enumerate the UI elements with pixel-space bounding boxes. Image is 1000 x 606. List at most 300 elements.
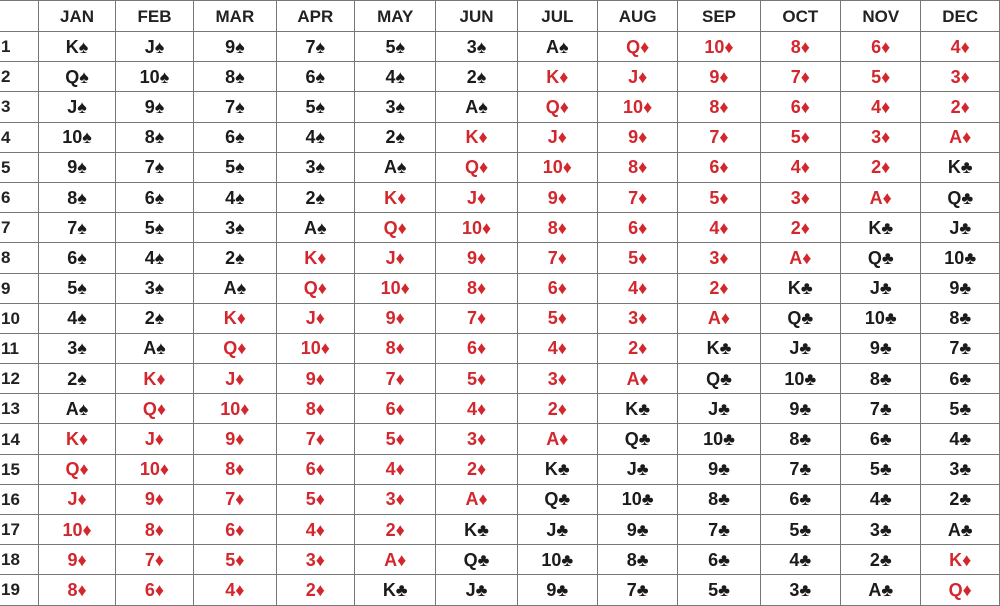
card-value: J♠ bbox=[67, 96, 87, 117]
card-value: 8♦ bbox=[385, 338, 405, 359]
card-value: 9♠ bbox=[225, 36, 245, 57]
card-value: A♦ bbox=[789, 247, 812, 268]
card-value: 6♦ bbox=[628, 217, 648, 238]
card-cell bbox=[597, 515, 677, 545]
card-cell bbox=[841, 122, 921, 152]
card-cell bbox=[39, 152, 115, 182]
card-value: Q♦ bbox=[142, 398, 167, 419]
card-cell bbox=[39, 122, 115, 152]
day-number: 16 bbox=[0, 484, 39, 514]
card-cell bbox=[436, 122, 517, 152]
card-cell bbox=[115, 333, 193, 363]
card-cell bbox=[355, 32, 436, 62]
card-cell bbox=[678, 32, 760, 62]
card-value: 4♣ bbox=[789, 549, 812, 570]
card-value: A♠ bbox=[65, 398, 89, 419]
card-value: Q♣ bbox=[787, 308, 814, 329]
card-cell bbox=[355, 62, 436, 92]
card-value: 2♦ bbox=[547, 398, 567, 419]
card-value: K♠ bbox=[65, 36, 89, 57]
card-cell bbox=[194, 484, 276, 514]
card-cell bbox=[517, 243, 597, 273]
card-value: J♦ bbox=[225, 368, 245, 389]
card-value: 4♦ bbox=[305, 519, 325, 540]
card-cell bbox=[678, 333, 760, 363]
card-cell bbox=[436, 484, 517, 514]
card-cell bbox=[194, 92, 276, 122]
card-cell bbox=[921, 152, 1000, 182]
card-value: 2♦ bbox=[950, 96, 970, 117]
card-cell bbox=[115, 454, 193, 484]
card-cell bbox=[39, 484, 115, 514]
day-row bbox=[0, 273, 1000, 303]
card-value: 9♠ bbox=[144, 96, 165, 117]
card-value: 2♠ bbox=[305, 187, 326, 208]
card-value: 6♠ bbox=[67, 247, 87, 268]
card-value: K♦ bbox=[949, 549, 972, 570]
card-value: 3♠ bbox=[144, 278, 165, 299]
card-cell bbox=[760, 152, 840, 182]
card-value: 3♦ bbox=[628, 308, 648, 329]
card-cell bbox=[436, 515, 517, 545]
card-value: 10♦ bbox=[220, 398, 250, 419]
card-value: 3♦ bbox=[547, 368, 567, 389]
card-value: J♦ bbox=[385, 247, 405, 268]
card-value: 10♦ bbox=[542, 157, 572, 178]
card-cell bbox=[517, 122, 597, 152]
card-cell bbox=[276, 575, 354, 605]
card-cell bbox=[194, 182, 276, 212]
card-cell bbox=[276, 213, 354, 243]
card-value: 7♣ bbox=[949, 338, 972, 359]
day-number: 3 bbox=[0, 92, 39, 122]
card-cell bbox=[678, 394, 760, 424]
card-cell bbox=[921, 364, 1000, 394]
card-cell bbox=[841, 424, 921, 454]
card-cell bbox=[760, 394, 840, 424]
card-value: Q♦ bbox=[626, 36, 650, 57]
card-cell bbox=[39, 364, 115, 394]
card-value: 5♠ bbox=[67, 278, 87, 299]
card-value: 10♦ bbox=[623, 96, 653, 117]
card-cell bbox=[678, 122, 760, 152]
card-value: Q♦ bbox=[65, 459, 89, 480]
card-cell bbox=[597, 243, 677, 273]
card-cell bbox=[678, 273, 760, 303]
card-value: 6♠ bbox=[305, 66, 326, 87]
card-value: 8♦ bbox=[144, 519, 165, 540]
card-value: A♦ bbox=[384, 549, 407, 570]
day-number: 7 bbox=[0, 213, 39, 243]
card-cell bbox=[194, 122, 276, 152]
corner-cell bbox=[0, 1, 39, 32]
card-cell bbox=[115, 484, 193, 514]
card-cell bbox=[517, 545, 597, 575]
card-value: 3♦ bbox=[305, 549, 325, 570]
day-row bbox=[0, 213, 1000, 243]
card-value: 5♠ bbox=[225, 157, 245, 178]
card-value: 5♣ bbox=[789, 519, 812, 540]
card-cell bbox=[597, 333, 677, 363]
card-value: 2♠ bbox=[466, 66, 487, 87]
card-value: K♦ bbox=[546, 66, 569, 87]
card-cell bbox=[678, 454, 760, 484]
card-cell bbox=[678, 92, 760, 122]
card-cell bbox=[276, 515, 354, 545]
card-value: 4♠ bbox=[385, 66, 406, 87]
card-cell bbox=[115, 575, 193, 605]
card-cell bbox=[115, 273, 193, 303]
card-value: 2♣ bbox=[949, 489, 972, 510]
card-cell bbox=[39, 333, 115, 363]
card-cell bbox=[276, 545, 354, 575]
card-value: 5♣ bbox=[949, 398, 972, 419]
card-value: 5♣ bbox=[869, 459, 892, 480]
card-cell bbox=[39, 243, 115, 273]
card-value: J♦ bbox=[144, 429, 165, 450]
card-value: 9♦ bbox=[709, 66, 729, 87]
card-cell bbox=[597, 424, 677, 454]
card-cell bbox=[436, 575, 517, 605]
card-cell bbox=[39, 424, 115, 454]
card-cell bbox=[276, 243, 354, 273]
card-cell bbox=[517, 152, 597, 182]
month-header: JUL bbox=[517, 1, 597, 32]
card-value: K♣ bbox=[947, 157, 973, 178]
card-value: 5♣ bbox=[708, 579, 730, 600]
card-value: Q♦ bbox=[948, 579, 972, 600]
card-value: 8♦ bbox=[709, 96, 729, 117]
card-cell bbox=[841, 545, 921, 575]
card-cell bbox=[841, 575, 921, 605]
card-cell bbox=[597, 92, 677, 122]
card-value: 6♦ bbox=[305, 459, 325, 480]
card-cell bbox=[194, 575, 276, 605]
card-value: K♣ bbox=[544, 459, 570, 480]
card-value: 6♦ bbox=[790, 96, 810, 117]
card-cell bbox=[194, 545, 276, 575]
card-cell bbox=[436, 545, 517, 575]
card-cell bbox=[194, 364, 276, 394]
card-value: 4♠ bbox=[305, 127, 326, 148]
card-value: 10♦ bbox=[300, 338, 330, 359]
card-cell bbox=[517, 92, 597, 122]
card-value: 4♣ bbox=[869, 489, 892, 510]
card-value: 9♦ bbox=[385, 308, 405, 329]
card-cell bbox=[841, 213, 921, 243]
card-cell bbox=[355, 484, 436, 514]
card-cell bbox=[355, 424, 436, 454]
card-value: 8♦ bbox=[466, 278, 487, 299]
card-cell bbox=[678, 243, 760, 273]
day-number: 13 bbox=[0, 394, 39, 424]
day-row bbox=[0, 454, 1000, 484]
card-value: 3♦ bbox=[790, 187, 810, 208]
day-number: 6 bbox=[0, 182, 39, 212]
card-cell bbox=[760, 62, 840, 92]
card-value: 5♠ bbox=[305, 96, 326, 117]
card-value: 4♦ bbox=[466, 398, 487, 419]
day-row bbox=[0, 182, 1000, 212]
card-value: 2♦ bbox=[871, 157, 891, 178]
card-value: 9♣ bbox=[626, 519, 649, 540]
card-cell bbox=[760, 364, 840, 394]
card-value: 4♦ bbox=[790, 157, 810, 178]
card-cell bbox=[436, 424, 517, 454]
card-value: 4♦ bbox=[709, 217, 729, 238]
card-value: 9♦ bbox=[144, 489, 165, 510]
card-value: 5♦ bbox=[305, 489, 325, 510]
card-value: 9♣ bbox=[546, 579, 569, 600]
card-cell bbox=[678, 515, 760, 545]
day-row bbox=[0, 394, 1000, 424]
card-value: 2♦ bbox=[466, 459, 487, 480]
card-value: 2♠ bbox=[225, 247, 245, 268]
card-value: 3♠ bbox=[385, 96, 406, 117]
card-value: 7♣ bbox=[708, 519, 730, 540]
card-cell bbox=[921, 575, 1000, 605]
card-cell bbox=[597, 32, 677, 62]
card-value: A♦ bbox=[465, 489, 488, 510]
card-cell bbox=[355, 575, 436, 605]
card-cell bbox=[597, 152, 677, 182]
card-value: 9♦ bbox=[547, 187, 567, 208]
card-value: 4♠ bbox=[225, 187, 245, 208]
card-value: 5♦ bbox=[709, 187, 729, 208]
card-value: Q♦ bbox=[545, 96, 569, 117]
card-cell bbox=[115, 424, 193, 454]
month-header: NOV bbox=[841, 1, 921, 32]
card-cell bbox=[760, 243, 840, 273]
card-value: A♦ bbox=[949, 127, 972, 148]
day-number: 2 bbox=[0, 62, 39, 92]
card-value: 10♦ bbox=[704, 36, 734, 57]
card-value: 4♣ bbox=[949, 429, 972, 450]
card-value: K♣ bbox=[382, 579, 408, 600]
card-cell bbox=[921, 454, 1000, 484]
card-value: J♣ bbox=[869, 278, 892, 299]
card-value: 8♣ bbox=[789, 429, 812, 450]
card-value: 7♠ bbox=[225, 96, 245, 117]
card-value: 3♠ bbox=[466, 36, 487, 57]
card-cell bbox=[436, 454, 517, 484]
card-cell bbox=[760, 333, 840, 363]
card-value: 6♣ bbox=[869, 429, 892, 450]
card-cell bbox=[276, 364, 354, 394]
card-value: 3♠ bbox=[305, 157, 326, 178]
card-value: 8♦ bbox=[628, 157, 648, 178]
card-value: 9♦ bbox=[67, 549, 87, 570]
month-header-row bbox=[0, 1, 1000, 32]
card-value: J♣ bbox=[789, 338, 812, 359]
day-number: 11 bbox=[0, 333, 39, 363]
card-cell bbox=[597, 394, 677, 424]
card-value: J♦ bbox=[547, 127, 567, 148]
card-cell bbox=[921, 515, 1000, 545]
card-cell bbox=[921, 62, 1000, 92]
card-cell bbox=[436, 32, 517, 62]
card-cell bbox=[436, 364, 517, 394]
card-value: 6♦ bbox=[144, 579, 165, 600]
card-value: K♦ bbox=[465, 127, 488, 148]
card-value: 9♣ bbox=[789, 398, 812, 419]
card-value: 7♦ bbox=[385, 368, 405, 389]
card-cell bbox=[841, 333, 921, 363]
card-value: 4♦ bbox=[628, 278, 648, 299]
card-value: A♠ bbox=[223, 278, 247, 299]
card-value: 4♦ bbox=[950, 36, 970, 57]
card-cell bbox=[517, 394, 597, 424]
card-cell bbox=[355, 545, 436, 575]
calendar-body bbox=[0, 32, 1000, 606]
day-row bbox=[0, 243, 1000, 273]
card-cell bbox=[597, 273, 677, 303]
card-cell bbox=[39, 213, 115, 243]
card-cell bbox=[517, 575, 597, 605]
card-value: 10♦ bbox=[62, 519, 92, 540]
card-cell bbox=[921, 333, 1000, 363]
card-value: 6♠ bbox=[144, 187, 165, 208]
card-value: 2♦ bbox=[385, 519, 405, 540]
card-cell bbox=[355, 364, 436, 394]
month-header: JUN bbox=[436, 1, 517, 32]
card-cell bbox=[194, 333, 276, 363]
card-cell bbox=[115, 152, 193, 182]
card-cell bbox=[436, 394, 517, 424]
card-cell bbox=[597, 303, 677, 333]
card-cell bbox=[678, 62, 760, 92]
card-value: K♦ bbox=[65, 429, 89, 450]
card-cell bbox=[276, 92, 354, 122]
day-number: 5 bbox=[0, 152, 39, 182]
card-cell bbox=[115, 515, 193, 545]
card-cell bbox=[355, 515, 436, 545]
card-cell bbox=[678, 424, 760, 454]
card-cell bbox=[841, 515, 921, 545]
day-row bbox=[0, 62, 1000, 92]
day-row bbox=[0, 152, 1000, 182]
card-value: 10♣ bbox=[944, 247, 977, 268]
card-cell bbox=[760, 213, 840, 243]
card-value: 8♠ bbox=[225, 66, 245, 87]
card-value: 8♦ bbox=[225, 459, 245, 480]
card-cell bbox=[194, 394, 276, 424]
month-header: SEP bbox=[678, 1, 760, 32]
card-value: A♣ bbox=[868, 579, 894, 600]
card-cell bbox=[517, 424, 597, 454]
card-cell bbox=[115, 92, 193, 122]
card-cell bbox=[760, 575, 840, 605]
card-cell bbox=[760, 424, 840, 454]
card-value: 7♣ bbox=[789, 459, 812, 480]
card-cell bbox=[355, 92, 436, 122]
card-cell bbox=[841, 182, 921, 212]
card-cell bbox=[678, 575, 760, 605]
day-number: 9 bbox=[0, 273, 39, 303]
card-value: 6♣ bbox=[789, 489, 812, 510]
card-value: K♣ bbox=[625, 398, 651, 419]
card-cell bbox=[436, 303, 517, 333]
card-cell bbox=[276, 32, 354, 62]
day-number: 18 bbox=[0, 545, 39, 575]
card-value: 10♣ bbox=[541, 549, 574, 570]
card-value: 7♦ bbox=[144, 549, 165, 570]
card-cell bbox=[921, 213, 1000, 243]
card-cell bbox=[921, 484, 1000, 514]
card-value: 2♠ bbox=[144, 308, 165, 329]
card-cell bbox=[115, 364, 193, 394]
month-header: APR bbox=[276, 1, 354, 32]
card-value: K♦ bbox=[223, 308, 246, 329]
card-cell bbox=[921, 92, 1000, 122]
card-value: 9♣ bbox=[869, 338, 892, 359]
card-value: 3♦ bbox=[385, 489, 405, 510]
card-value: K♣ bbox=[787, 278, 813, 299]
day-row bbox=[0, 575, 1000, 605]
card-cell bbox=[597, 122, 677, 152]
card-value: 2♠ bbox=[385, 127, 406, 148]
card-value: 8♠ bbox=[67, 187, 87, 208]
card-value: A♦ bbox=[869, 187, 892, 208]
card-value: 10♣ bbox=[784, 368, 817, 389]
card-cell bbox=[436, 243, 517, 273]
card-cell bbox=[115, 303, 193, 333]
card-value: K♣ bbox=[706, 338, 732, 359]
card-value: Q♦ bbox=[383, 217, 407, 238]
card-value: 5♦ bbox=[871, 66, 891, 87]
card-value: A♠ bbox=[304, 217, 327, 238]
card-value: 7♣ bbox=[869, 398, 892, 419]
card-cell bbox=[760, 303, 840, 333]
day-row bbox=[0, 333, 1000, 363]
card-cell bbox=[841, 394, 921, 424]
card-value: Q♣ bbox=[947, 187, 974, 208]
card-value: 3♠ bbox=[67, 338, 87, 359]
card-value: 7♠ bbox=[67, 217, 87, 238]
day-number: 19 bbox=[0, 575, 39, 605]
card-value: 8♣ bbox=[626, 549, 649, 570]
card-value: 3♦ bbox=[871, 127, 891, 148]
card-value: 10♦ bbox=[139, 459, 170, 480]
card-cell bbox=[517, 515, 597, 545]
day-row bbox=[0, 515, 1000, 545]
card-value: 3♣ bbox=[949, 459, 972, 480]
card-value: 8♠ bbox=[144, 127, 165, 148]
card-value: Q♣ bbox=[706, 368, 732, 389]
card-value: 4♦ bbox=[547, 338, 567, 359]
month-header: DEC bbox=[921, 1, 1000, 32]
day-number: 1 bbox=[0, 32, 39, 62]
card-cell bbox=[115, 394, 193, 424]
card-cell bbox=[760, 515, 840, 545]
card-cell bbox=[597, 62, 677, 92]
card-value: 9♦ bbox=[225, 429, 245, 450]
card-cell bbox=[517, 213, 597, 243]
card-value: J♣ bbox=[708, 398, 730, 419]
day-row bbox=[0, 32, 1000, 62]
card-cell bbox=[760, 182, 840, 212]
card-cell bbox=[921, 122, 1000, 152]
card-value: 7♦ bbox=[547, 247, 567, 268]
card-value: 2♣ bbox=[869, 549, 892, 570]
card-cell bbox=[841, 454, 921, 484]
card-cell bbox=[355, 152, 436, 182]
card-cell bbox=[597, 545, 677, 575]
card-cell bbox=[678, 364, 760, 394]
card-cell bbox=[841, 62, 921, 92]
card-cell bbox=[921, 424, 1000, 454]
card-cell bbox=[841, 32, 921, 62]
